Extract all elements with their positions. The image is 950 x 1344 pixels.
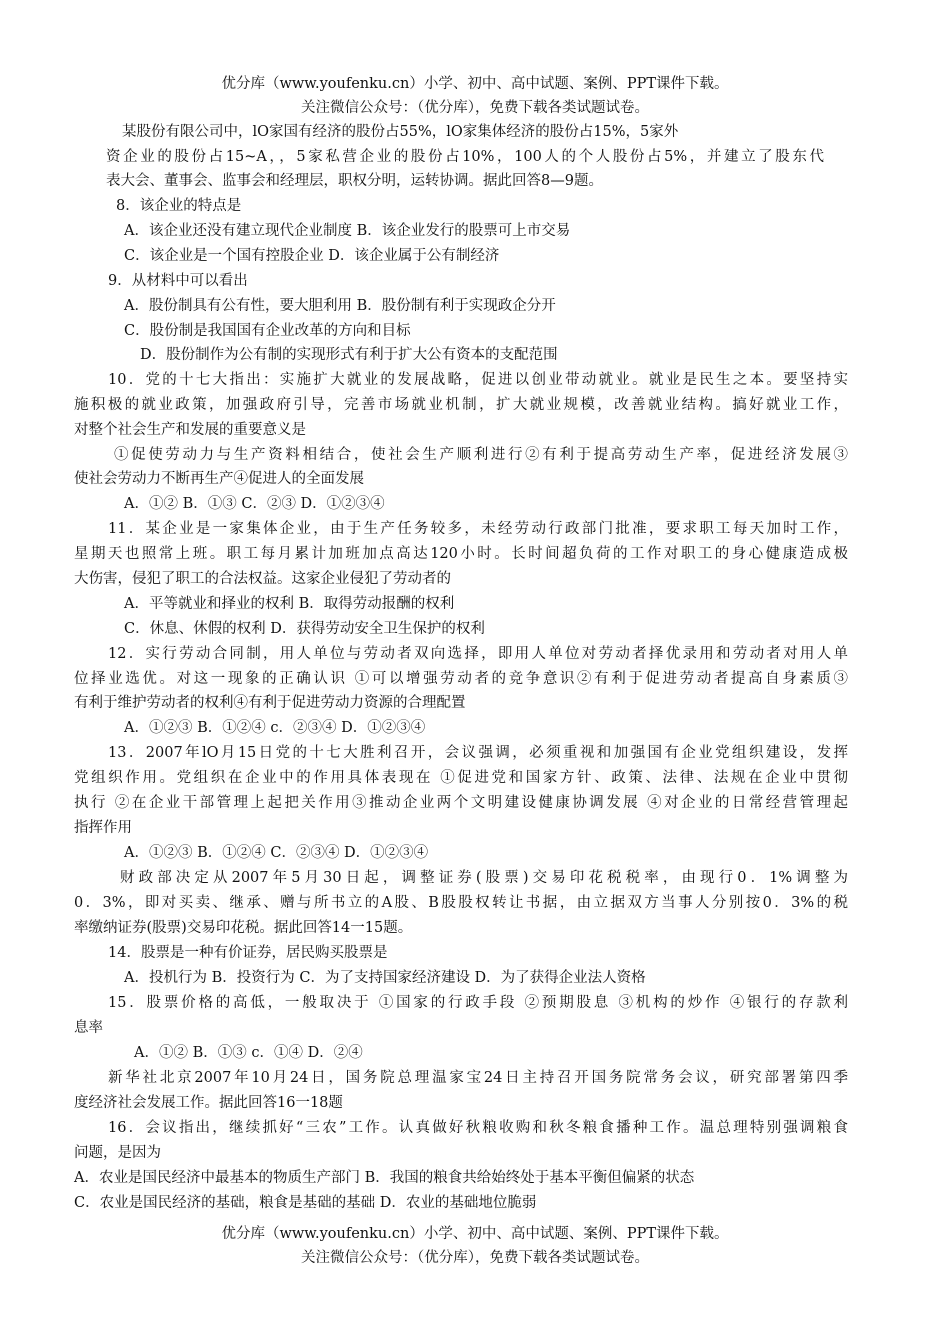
option-line: A．投机行为 B．投资行为 C．为了支持国家经济建设 D．为了获得企业法人资格 bbox=[124, 970, 646, 986]
text-line: 位择业选优。对这一现象的正确认识 ①可以增强劳动者的竞争意识②有利于促进劳动者提高自身素质③ bbox=[74, 671, 848, 687]
header-line-1: 优分库（www.youfenku.cn）小学、初中、高中试题、案例、PPT课件下载。 bbox=[221, 76, 729, 92]
text-line: ①促使劳动力与生产资料相结合，使社会生产顺利进行②有利于提高劳动生产率，促进经济发展③ bbox=[114, 447, 848, 463]
text-line: 资企业的股份占15~A，，5家私营企业的股份占10%，100人的个人股份占5%，并建立了股东代 bbox=[106, 149, 824, 165]
header-line-2: 关注微信公众号：（优分库），免费下载各类试题试卷。 bbox=[301, 100, 649, 116]
text-line: 度经济社会发展工作。据此回答16一18题 bbox=[74, 1095, 343, 1111]
question-9: 9．从材料中可以看出 bbox=[108, 273, 248, 289]
question-11: 11．某企业是一家集体企业，由于生产任务较多，未经劳动行政部门批准，要求职工每天加时工作， bbox=[108, 521, 848, 537]
question-8: 8．该企业的特点是 bbox=[116, 198, 242, 214]
question-13: 13．2007年lO月15日党的十七大胜利召开，会议强调，必须重视和加强国有企业党组织建设，发挥 bbox=[108, 745, 848, 761]
text-line: 党组织作用。党组织在企业中的作用具体表现在 ①促进党和国家方针、政策、法律、法规在企业中贯彻 bbox=[74, 770, 848, 786]
question-10: 10．党的十七大指出：实施扩大就业的发展战略，促进以创业带动就业。就业是民生之本。要坚持实 bbox=[108, 372, 848, 388]
text-line: 率缴纳证券(股票)交易印花税。据此回答14一15题。 bbox=[74, 920, 413, 936]
text-line: 某股份有限公司中，lO家国有经济的股份占55%，lO家集体经济的股份占15%，5家外 bbox=[122, 124, 679, 140]
text-line: 对整个社会生产和发展的重要意义是 bbox=[74, 422, 306, 438]
option-line: D．股份制作为公有制的实现形式有利于扩大公有资本的支配范围 bbox=[140, 347, 558, 363]
text-line: 有利于维护劳动者的权利④有利于促进劳动力资源的合理配置 bbox=[74, 695, 466, 711]
text-line: 指挥作用 bbox=[74, 820, 132, 836]
option-line: A．股份制具有公有性，要大胆利用 B．股份制有利于实现政企分开 bbox=[124, 298, 556, 314]
text-line: 新华社北京2007年10月24日，国务院总理温家宝24日主持召开国务院常务会议，研究部署第四季 bbox=[108, 1070, 848, 1086]
footer-line-1: 优分库（www.youfenku.cn）小学、初中、高中试题、案例、PPT课件下载。 bbox=[221, 1226, 729, 1242]
question-16: 16．会议指出，继续抓好“三农”工作。认真做好秋粮收购和秋冬粮食播种工作。温总理特别强调粮食 bbox=[108, 1120, 848, 1136]
text-line: 大伤害，侵犯了职工的合法权益。这家企业侵犯了劳动者的 bbox=[74, 571, 451, 587]
text-line: 星期天也照常上班。职工每月累计加班加点高达120小时。长时间超负荷的工作对职工的身心健康造成极 bbox=[74, 546, 848, 562]
option-line: A．该企业还没有建立现代企业制度 B．该企业发行的股票可上市交易 bbox=[124, 223, 571, 239]
option-line: A．①②③ B．①②④ c．②③④ D．①②③④ bbox=[124, 720, 426, 736]
option-line: C．农业是国民经济的基础，粮食是基础的基础 D．农业的基础地位脆弱 bbox=[74, 1195, 537, 1211]
text-line: 使社会劳动力不断再生产④促进人的全面发展 bbox=[74, 471, 364, 487]
option-line: A．①②③ B．①②④ C．②③④ D．①②③④ bbox=[124, 845, 429, 861]
question-12: 12．实行劳动合同制，用人单位与劳动者双向选择，即用人单位对劳动者择优录用和劳动者对用人单 bbox=[108, 646, 848, 662]
footer-line-2: 关注微信公众号：（优分库），免费下载各类试题试卷。 bbox=[301, 1250, 649, 1266]
question-14: 14．股票是一种有价证券，居民购买股票是 bbox=[108, 945, 388, 961]
option-line: A．①② B．①③ c．①④ D．②④ bbox=[134, 1045, 363, 1061]
option-line: A．农业是国民经济中最基本的物质生产部门 B．我国的粮食共给始终处于基本平衡但偏紧的状态 bbox=[74, 1170, 695, 1186]
text-line: 表大会、董事会、监事会和经理层，职权分明，运转协调。据此回答8—9题。 bbox=[106, 173, 603, 189]
option-line: C．休息、休假的权利 D．获得劳动安全卫生保护的权利 bbox=[124, 621, 485, 637]
option-line: C．该企业是一个国有控股企业 D．该企业属于公有制经济 bbox=[124, 248, 500, 264]
text-line: 问题，是因为 bbox=[74, 1145, 161, 1161]
option-line: A．①② B．①③ C．②③ D．①②③④ bbox=[124, 496, 385, 512]
option-line: C．股份制是我国国有企业改革的方向和目标 bbox=[124, 323, 411, 339]
text-line: 财政部决定从2007年5月30日起，调整证券(股票)交易印花税税率，由现行0．1%调整为 bbox=[120, 870, 848, 886]
text-line: 执行 ②在企业干部管理上起把关作用③推动企业两个文明建设健康协调发展 ④对企业的日常经营管理起 bbox=[74, 795, 848, 811]
text-line: 0．3%，即对买卖、继承、赠与所书立的A股、B股股权转让书据，由立据双方当事人分别按0．3%的税 bbox=[74, 895, 848, 911]
text-line: 息率 bbox=[74, 1020, 103, 1036]
option-line: A．平等就业和择业的权利 B．取得劳动报酬的权利 bbox=[124, 596, 455, 612]
text-line: 施积极的就业政策，加强政府引导，完善市场就业机制，扩大就业规模，改善就业结构。搞好就业工作， bbox=[74, 397, 848, 413]
question-15: 15．股票价格的高低，一般取决于 ①国家的行政手段 ②预期股息 ③机构的炒作 ④银行的存款利 bbox=[108, 995, 848, 1011]
